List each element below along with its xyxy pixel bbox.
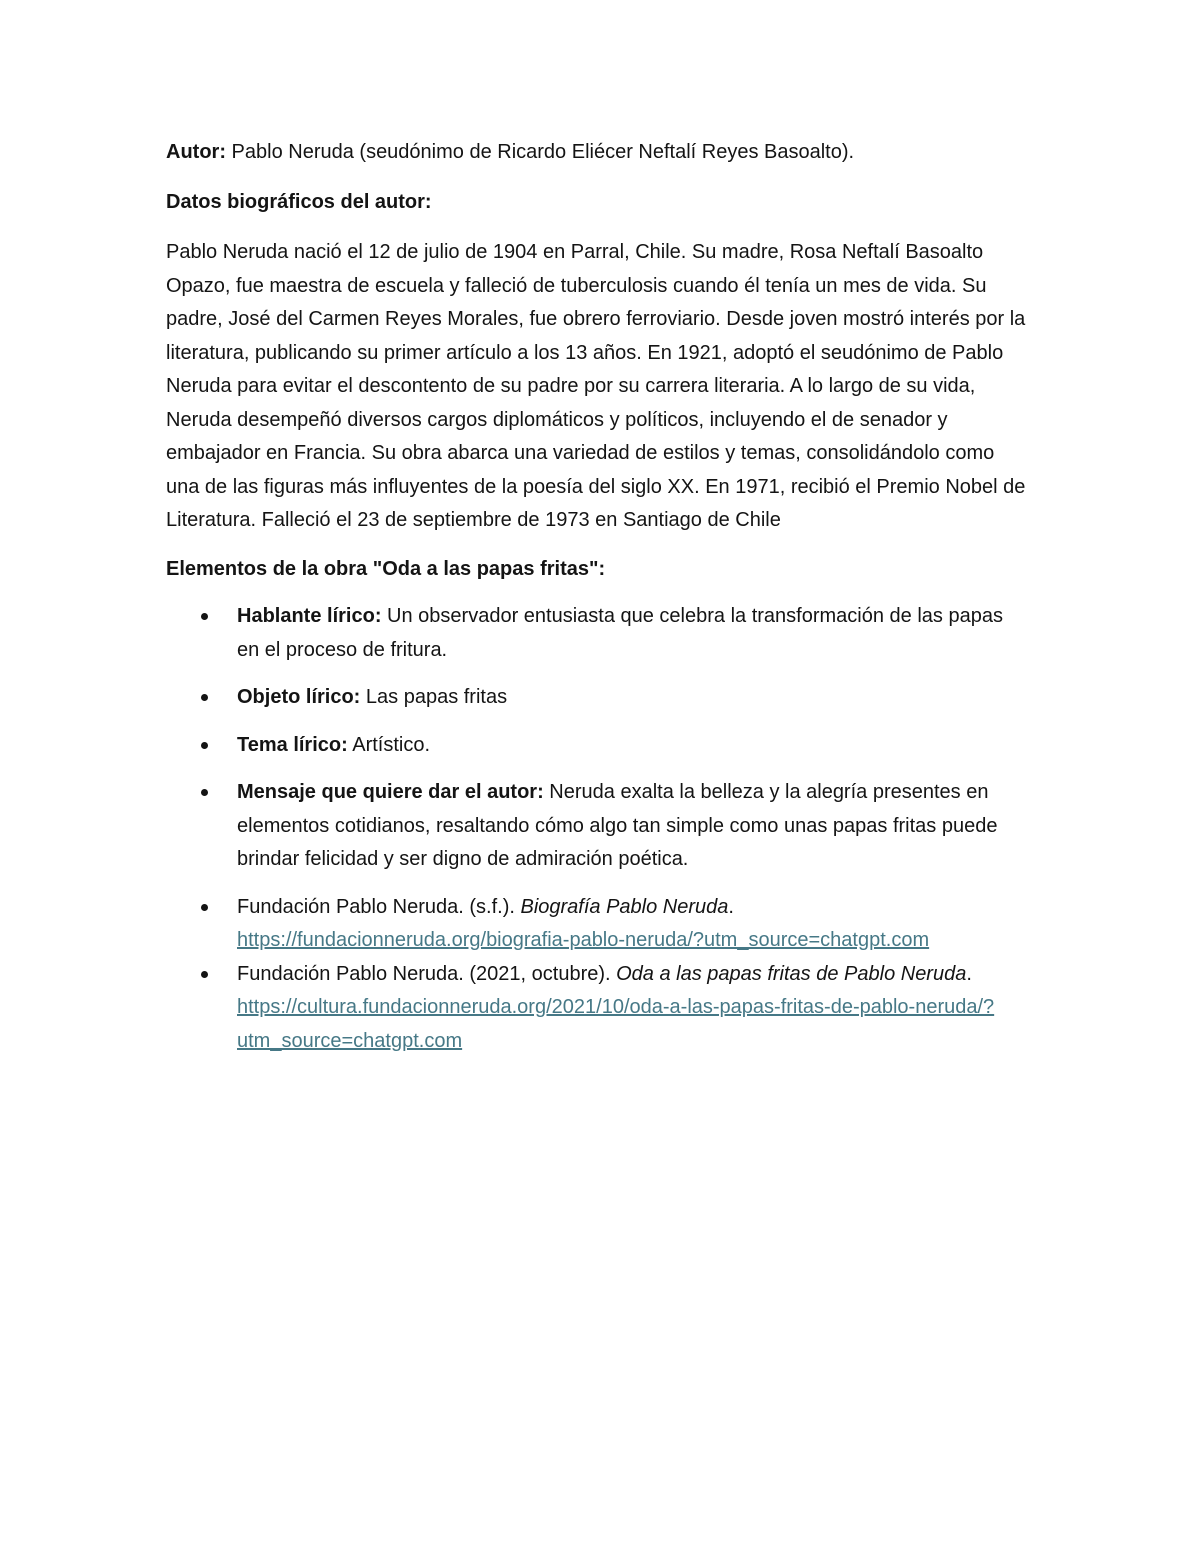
item-label: Objeto lírico: — [237, 686, 361, 708]
bullet-icon — [201, 904, 208, 911]
reference-item — [166, 958, 1028, 1059]
list-item-tema — [166, 729, 1028, 763]
reference-title: Biografía Pablo Neruda — [520, 895, 729, 918]
bullet-icon — [201, 789, 208, 796]
reference-prefix: Fundación Pablo Neruda. (s.f.). — [237, 895, 521, 918]
elements-list — [166, 600, 1028, 1058]
author-label: Autor: — [166, 141, 226, 163]
elements-heading: Elementos de la obra "Oda a las papas fritas": — [166, 557, 606, 580]
item-label: Tema lírico: — [237, 733, 348, 756]
item-label: Mensaje que quiere dar el autor: — [237, 781, 544, 803]
bullet-icon — [201, 613, 208, 620]
list-item-mensaje — [166, 776, 1028, 877]
reference-link[interactable]: https://cultura.fundacionneruda.org/2021/10/oda-a-las-papas-fritas-de-pablo-neruda/?utm_source=chatgpt.com — [237, 996, 995, 1052]
bullet-icon — [201, 694, 208, 701]
author-text: Pablo Neruda (seudónimo de Ricardo Eliécer Neftalí Reyes Basoalto). — [225, 141, 855, 163]
author-line — [166, 136, 1028, 170]
reference-prefix: Fundación Pablo Neruda. (2021, octubre). — [237, 962, 617, 985]
item-text: Neruda exalta la belleza y la alegría presentes en elementos cotidianos, resaltando cómo algo tan simple como unas papas fritas puede brindar felicidad y ser digno de admiración poética. — [237, 781, 998, 870]
reference-title: Oda a las papas fritas de Pablo Neruda — [616, 962, 967, 985]
reference-suffix: . — [728, 895, 734, 918]
item-text: Artístico. — [347, 733, 431, 756]
biography-paragraph: Pablo Neruda nació el 12 de julio de 1904 en Parral, Chile. Su madre, Rosa Neftalí Basoalto Opazo, fue maestra de escuela y falleció de tuberculosis cuando él tenía un mes de vida. Su padre, José del Carmen Reyes Morales, fue obrero ferroviario. Desde joven mostró interés por la literatura, publicando su primer artículo a los 13 años. En 1921, adoptó el seudónimo de Pablo Neruda para evitar el descontento de su padre por su carrera literaria. A lo largo de su vida, Neruda desempeñó diversos cargos diplomáticos y políticos, incluyendo el de senador y embajador en Francia. Su obra abarca una variedad de estilos y temas, consolidándolo como una de las figuras más influyentes de la poesía del siglo XX. En 1971, recibió el Premio Nobel de Literatura. Falleció el 23 de septiembre de 1973 en Santiago de Chile — [166, 241, 1026, 531]
list-item-hablante — [166, 600, 1028, 667]
reference-suffix: . — [966, 962, 972, 985]
item-label: Hablante lírico: — [237, 605, 382, 627]
item-text: Un observador entusiasta que celebra la transformación de las papas en el proceso de fritura. — [237, 605, 1003, 661]
document-page — [166, 136, 1028, 1058]
bullet-icon — [201, 742, 208, 749]
reference-item — [166, 891, 1028, 958]
biography-heading: Datos biográficos del autor: — [166, 190, 432, 213]
reference-link[interactable]: https://fundacionneruda.org/biografia-pablo-neruda/?utm_source=chatgpt.com — [237, 929, 930, 951]
item-text: Las papas fritas — [360, 686, 508, 708]
list-item-objeto — [166, 681, 1028, 715]
bullet-icon — [201, 971, 208, 978]
